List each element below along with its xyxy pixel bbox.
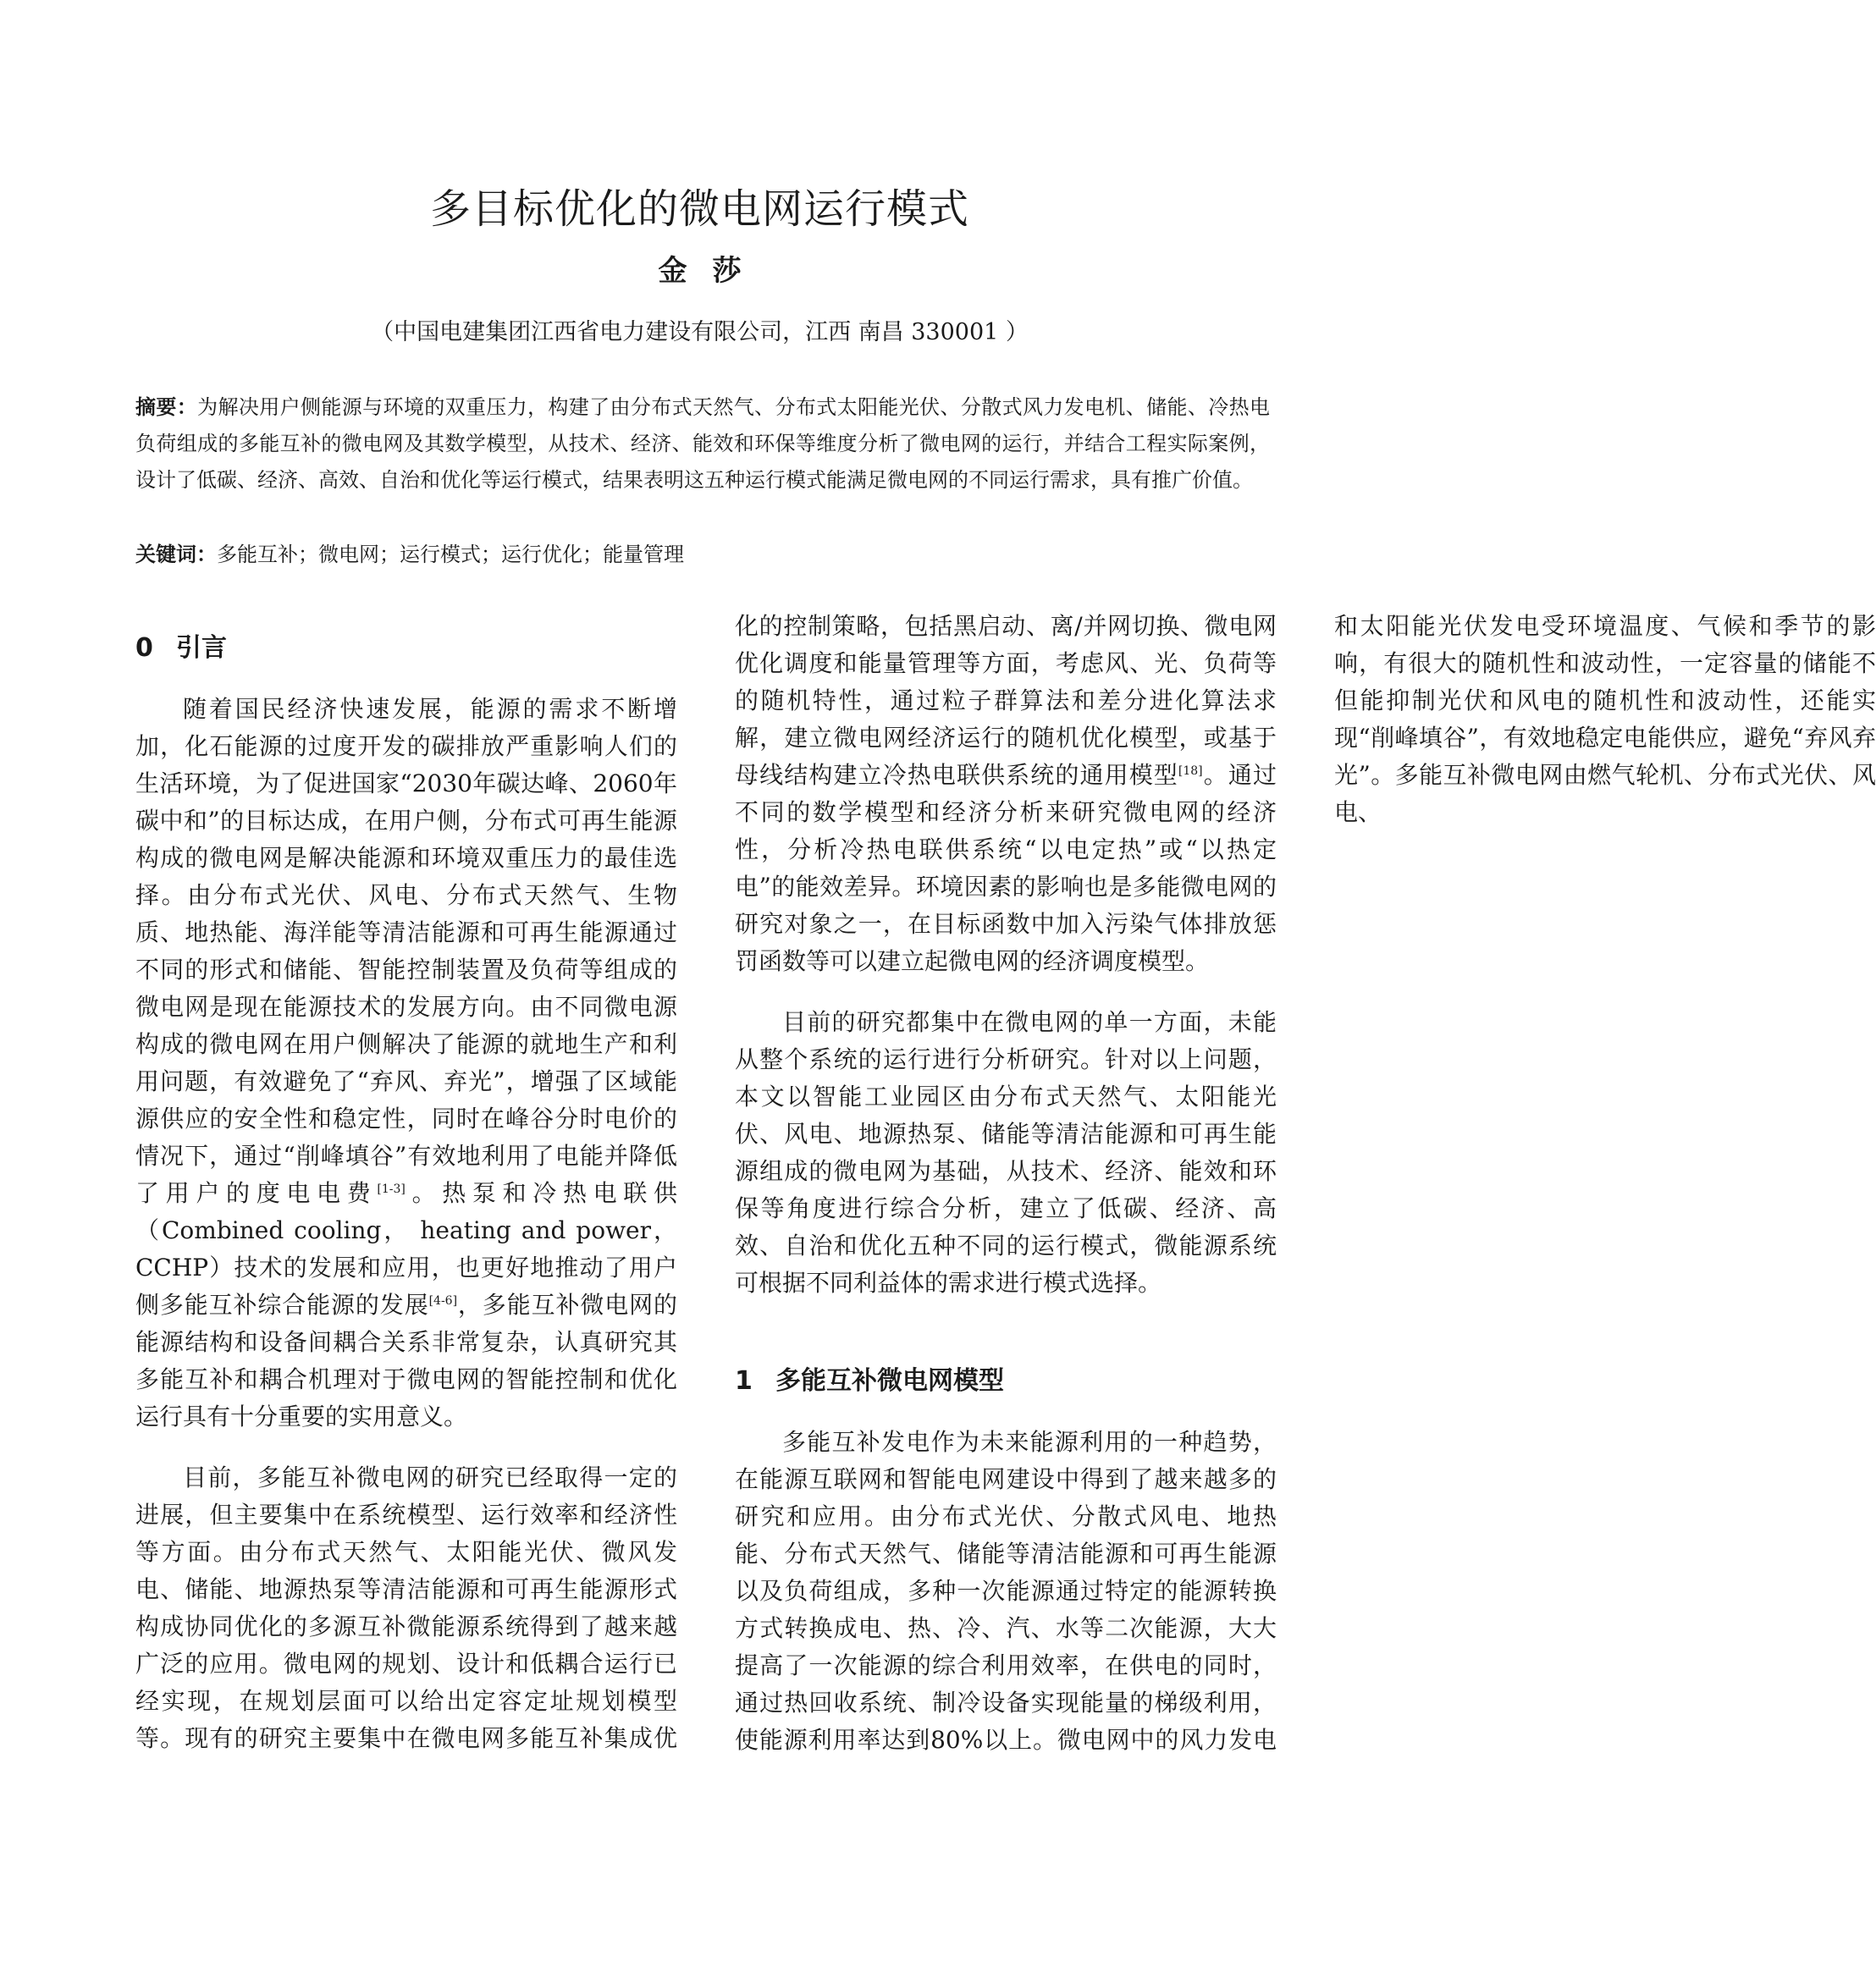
paragraph-text: ，多能互补微电网的能源结构和设备间耦合关系非常复杂，认真研究其多能互补和耦合机理对于微电网的智能控制和优化运行具有十分重要的实用意义。	[135, 1291, 677, 1431]
two-column-body	[135, 608, 1876, 1776]
section-0-paragraph-3: 目前的研究都集中在微电网的单一方面，未能从整个系统的运行进行分析研究。针对以上问题，本文以智能工业园区由分布式天然气、太阳能光伏、风电、地源热泵、储能等清洁能源和可再生能源组成的微电网为基础，从技术、经济、能效和环保等角度进行综合分析，建立了低碳、经济、高效、自治和优化五种不同的运行模式，微能源系统可根据不同利益体的需求进行模式选择。	[735, 1008, 1277, 1297]
section-0-number: 0	[135, 633, 153, 663]
section-1-number: 1	[735, 1366, 753, 1396]
section-1-paragraph-1: 多能互补发电作为未来能源利用的一种趋势，在能源互联网和智能电网建设中得到了越来越多的研究和应用。由分布式光伏、分散式风电、地热能、分布式天然气、储能等清洁能源和可再生能源以及负荷组成，多种一次能源通过特定的能源转换方式转换成电、热、冷、汽、水等二次能源，大大提高了一次能源的综合利用效率，在供电的同时，通过热回收系统、制冷设备实现能量的梯级利用，使能源利用率达到80%以上。微电网中的风力发电和太阳能光伏发电受环境温度、气候和季节的影响，有很大的随机性和波动性，一定容量的储能不但能抑制光伏和风电的随机性和波动性，还能实现“削峰填谷”，有效地稳定电能供应，避免“弃风弃光”。多能互补微电网由燃气轮机、分布式光伏、风电、	[735, 612, 1876, 1754]
affiliation: （中国电建集团江西省电力建设有限公司，江西 南昌 330001 ）	[371, 319, 1029, 345]
section-0-title: 引言	[176, 633, 227, 663]
abstract-label: 摘要：	[135, 395, 198, 419]
abstract	[135, 389, 1270, 499]
citation-ref: [18]	[1178, 764, 1203, 778]
paragraph-text: 目前，多能互补微电网的研究已经取得一定的进展，但主要集中在系统模型、运行效率和经济性等方面。由分布式天然气、太阳能光伏、微风发电、储能、地源热泵等清洁能源和可再生能源形式构成协同优化的多源互补微能源系统得到了越来越广泛的应用。微电网的规划、设计和低耦合运行已经实现，在规划层面可以给出定容定址规划模型等。现有的研究主要集中在微电网多能互补集成优化的控制策略，包括黑启动、离/并网切换、微电网优化调度和能量管理等方面，考虑风、光、负荷等的随机特性，通过粒子群算法和差分进化算法求解，建立微电网经济运行的随机优化模型，或基于母线结构建立冷热电联供系统的通用模型	[135, 612, 1277, 1752]
section-0-heading	[135, 630, 677, 667]
keywords	[135, 537, 1270, 573]
abstract-text: 为解决用户侧能源与环境的双重压力，构建了由分布式天然气、分布式太阳能光伏、分散式风力发电机、储能、冷热电负荷组成的多能互补的微电网及其数学模型，从技术、经济、能效和环保等维度分析了微电网的运行，并结合工程实际案例，设计了低碳、经济、高效、自治和优化等运行模式，结果表明这五种运行模式能满足微电网的不同运行需求，具有推广价值。	[135, 395, 1271, 492]
section-0-paragraph-1	[135, 691, 677, 1436]
keywords-text: 多能互补；微电网；运行模式；运行优化；能量管理	[217, 543, 684, 566]
paragraph-text: 。热泵和冷热电联供（Combined cooling， heating and power， CCHP）技术的发展和应用，也更好地推动了用户侧多能互补综合能源的发展	[135, 1179, 677, 1319]
paragraph-text: 随着国民经济快速发展，能源的需求不断增加，化石能源的过度开发的碳排放严重影响人们的生活环境，为了促进国家“2030年碳达峰、2060年碳中和”的目标达成，在用户侧，分布式可再生能源构成的微电网是解决能源和环境双重压力的最佳选择。由分布式光伏、风电、分布式天然气、生物质、地热能、海洋能等清洁能源和可再生能源通过不同的形式和储能、智能控制装置及负荷等组成的微电网是现在能源技术的发展方向。由不同微电源构成的微电网在用户侧解决了能源的就地生产和利用问题，有效避免了“弃风、弃光”，增强了区域能源供应的安全性和稳定性，同时在峰谷分时电价的情况下，通过“削峰填谷”有效地利用了电能并降低了用户的度电电费	[135, 695, 677, 1207]
author-name: 金莎	[658, 254, 767, 288]
section-1-heading	[735, 1363, 1277, 1400]
paper-title: 多目标优化的微电网运行模式	[429, 185, 969, 233]
keywords-label: 关键词：	[135, 543, 217, 566]
citation-ref: [1-3]	[377, 1182, 406, 1196]
citation-ref: [4-6]	[428, 1294, 458, 1308]
paragraph-text: 。通过不同的数学模型和经济分析来研究微电网的经济性，分析冷热电联供系统“以电定热”或“以热定电”的能效差异。环境因素的影响也是多能微电网的研究对象之一，在目标函数中加入污染气体排放惩罚函数等可以建立起微电网的经济调度模型。	[735, 761, 1277, 975]
section-1-title: 多能互补微电网模型	[775, 1366, 1004, 1396]
